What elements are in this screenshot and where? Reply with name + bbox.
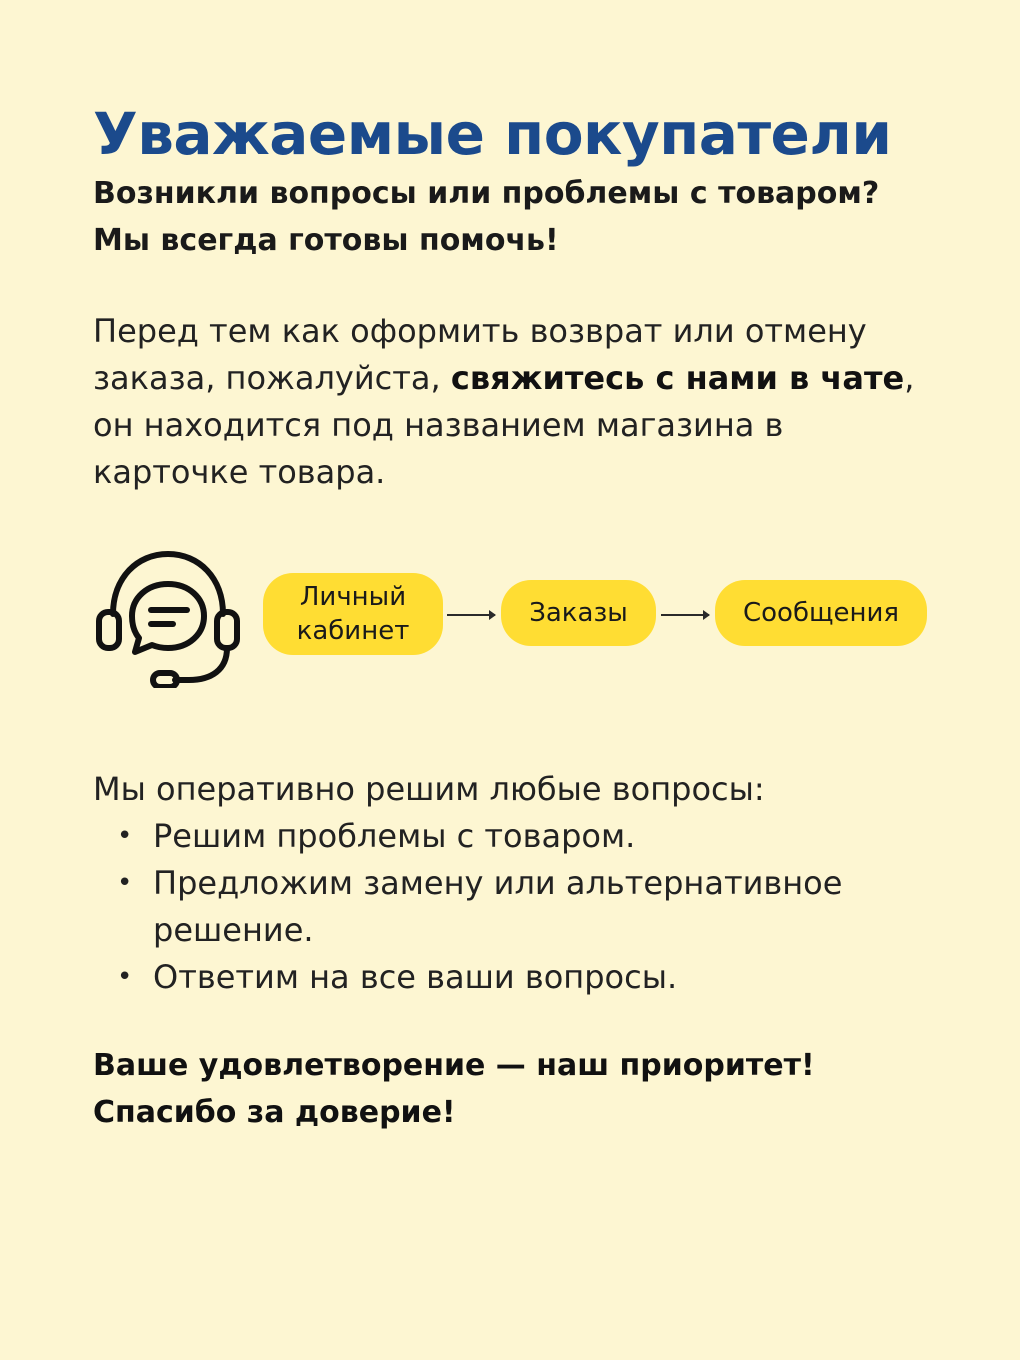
benefits-section — [93, 766, 953, 1001]
step-orders[interactable] — [501, 580, 656, 646]
step-messages[interactable] — [715, 580, 927, 646]
page-title: Уважаемые покупатели — [93, 100, 892, 168]
benefits-list — [93, 813, 953, 1001]
subtitle — [93, 170, 879, 264]
bullet-icon: • — [117, 868, 133, 898]
intro-line-2 — [93, 355, 933, 402]
intro-paragraph — [93, 308, 933, 496]
benefit-text: Решим проблемы с товаром. — [153, 817, 636, 855]
subtitle-line-1: Возникли вопросы или проблемы с товаром? — [93, 176, 880, 211]
bullet-icon: • — [117, 821, 133, 851]
navigation-flow — [93, 548, 943, 688]
intro-line-1: Перед тем как оформить возврат или отмену — [93, 312, 867, 350]
benefits-lead: Мы оперативно решим любые вопросы: — [93, 770, 765, 808]
step-personal-cabinet-line-1: Личный — [299, 582, 407, 612]
step-messages-label: Сообщения — [742, 598, 900, 628]
bullet-icon: • — [117, 962, 133, 992]
benefit-text-cont: решение. — [153, 911, 314, 949]
intro-line-4: карточке товара. — [93, 453, 386, 491]
subtitle-line-2: Мы всегда готовы помочь! — [93, 223, 559, 258]
step-personal-cabinet-line-2: кабинет — [296, 616, 410, 646]
intro-line-3: он находится под названием магазина в — [93, 406, 784, 444]
closing-message — [93, 1042, 815, 1136]
intro-line-2-end: , — [904, 359, 915, 397]
step-orders-label: Заказы — [529, 598, 628, 628]
benefit-text: Ответим на все ваши вопросы. — [153, 958, 678, 996]
intro-line-2-start: заказа, пожалуйста, — [93, 359, 451, 397]
closing-line-2: Спасибо за доверие! — [93, 1095, 456, 1130]
list-item — [93, 813, 953, 860]
support-headset-icon — [93, 548, 243, 688]
benefit-text: Предложим замену или альтернативное — [153, 864, 843, 902]
step-personal-cabinet[interactable] — [263, 573, 443, 655]
arrow-right-icon — [661, 614, 709, 616]
list-item — [93, 860, 953, 954]
arrow-right-icon — [447, 614, 495, 616]
list-item — [93, 954, 953, 1001]
chat-emphasis: свяжитесь с нами в чате — [450, 359, 905, 397]
closing-line-1: Ваше удовлетворение — наш приоритет! — [93, 1048, 815, 1083]
